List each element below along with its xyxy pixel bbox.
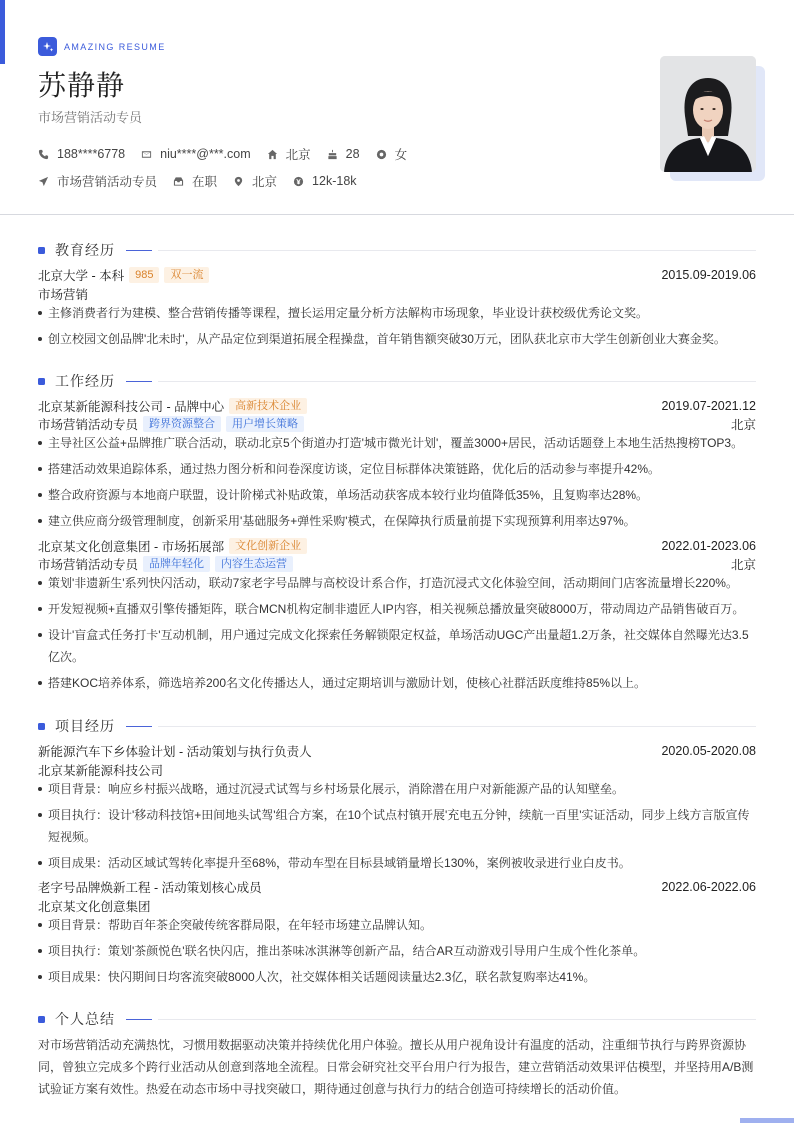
job-row <box>38 397 756 415</box>
position-row <box>38 555 756 573</box>
job-row <box>38 537 756 555</box>
email-text: niu****@***.com <box>160 147 251 161</box>
profile-photo <box>660 56 756 172</box>
position-name: 市场营销活动专员 <box>38 418 139 432</box>
summary-text: 对市场营销活动充满热忱，习惯用数据驱动决策并持续优化用户体验。擅长从用户视角设计有温度的活动，注重细节执行与跨界资源协同，曾独立完成多个跨行业活动从创意到落地全流程。日常会研究社交平台用户行为报告，建立营销活动效果评估模型，并坚持用A/B测试验证方案有效性。热爱在动态市场中寻找突破口，期待通过创意与执行力的结合创造可持续增长的活动价值。 <box>38 1038 754 1096</box>
section-title: 项目经历 <box>55 718 115 734</box>
project-row <box>38 742 756 760</box>
gender-icon <box>376 149 387 160</box>
section-marker <box>38 378 45 385</box>
cake-icon <box>327 149 338 160</box>
sparkle-icon <box>38 37 57 56</box>
position-name: 市场营销活动专员 <box>38 558 139 572</box>
list-item: 主导社区公益+品牌推广联合活动，联动北京5个街道办打造'城市微光计划'，覆盖3000+居民，活动话题登上本地生活热搜榜TOP3。 <box>38 432 756 454</box>
position-tag: 内容生态运营 <box>215 556 293 572</box>
job-date: 2019.07-2021.12 <box>661 399 756 413</box>
education-row <box>38 266 756 284</box>
list-item: 项目背景：响应乡村振兴战略，通过沉浸式试驾与乡村场景化展示，消除潜在用户对新能源产品的认知壁垒。 <box>38 778 756 800</box>
phone-text: 188****6778 <box>57 147 126 161</box>
job-intent-row <box>38 172 373 190</box>
email-info <box>141 147 251 161</box>
section-divider <box>158 726 756 727</box>
section-marker <box>38 247 45 254</box>
section-divider <box>158 250 756 251</box>
candidate-name: 苏静静 <box>38 69 126 102</box>
target-job-text: 市场营销活动专员 <box>57 175 158 189</box>
list-item: 创立校园文创品牌'北未时'，从产品定位到渠道拓展全程操盘，首年销售额突破30万元，团队获北京市大学生创新创业大赛金奖。 <box>38 328 756 350</box>
list-item: 主修消费者行为建模、整合营销传播等课程，擅长运用定量分析方法解构市场现象，毕业设计获校级优秀论文奖。 <box>38 302 756 324</box>
project-row <box>38 878 756 896</box>
bottom-accent-bar <box>740 1118 794 1123</box>
list-item: 项目执行：策划'茶颜悦色'联名快闪店，推出茶味冰淇淋等创新产品，结合AR互动游戏引导用户生成个性化茶单。 <box>38 940 756 962</box>
list-item: 项目成果：快闪期间日均客流突破8000人次，社交媒体相关话题阅读量达2.3亿，联名款复购率达41%。 <box>38 966 756 988</box>
position-row <box>38 415 756 433</box>
section-accent-line <box>126 381 152 382</box>
resume-header <box>0 0 794 215</box>
section-accent-line <box>126 1019 152 1020</box>
status-info <box>173 172 217 190</box>
section-title: 工作经历 <box>55 373 115 389</box>
section-accent-line <box>126 726 152 727</box>
project-date: 2020.05-2020.08 <box>661 744 756 758</box>
section-marker <box>38 723 45 730</box>
age-text: 28 <box>345 147 360 161</box>
job-city: 北京 <box>730 418 756 432</box>
contact-row <box>38 145 423 163</box>
list-item: 搭建KOC培养体系，筛选培养200名文化传播达人，通过定期培训与激励计划，使核心社群活跃度维持85%以上。 <box>38 672 756 694</box>
age-info <box>327 147 360 161</box>
list-item: 开发短视频+直播双引擎传播矩阵，联合MCN机构定制非遗匠人IP内容，相关视频总播放量突破8000万，带动周边产品销售破百万。 <box>38 598 756 620</box>
major: 市场营销 <box>38 288 89 302</box>
list-item: 搭建活动效果追踪体系，通过热力图分析和问卷深度访谈，定位目标群体决策链路，优化后的活动参与率提升42%。 <box>38 458 756 480</box>
location-info <box>267 145 311 163</box>
list-item: 项目成果：活动区域试驾转化率提升至68%，带动车型在目标县域销量增长130%，案例被收录进行业白皮书。 <box>38 852 756 874</box>
list-item: 设计'盲盒式任务打卡'互动机制，用户通过完成文化探索任务解锁限定权益，单场活动UGC产出量超1.2万条，社交媒体自然曝光达3.5亿次。 <box>38 624 756 668</box>
company-name: 北京某文化创意集团 - 市场拓展部 <box>38 540 225 554</box>
project-org: 北京某新能源科技公司 <box>38 764 164 778</box>
phone-icon <box>38 149 49 160</box>
send-icon <box>38 176 49 187</box>
list-item: 整合政府资源与本地商户联盟，设计阶梯式补贴政策，单场活动获客成本较行业均值降低35%，且复购率达28%。 <box>38 484 756 506</box>
list-item: 建立供应商分级管理制度，创新采用'基础服务+弹性采购'模式，在保障执行质量前提下实现预算利用率达97%。 <box>38 510 756 532</box>
section-work-header <box>38 371 756 391</box>
list-item: 项目执行：设计'移动科技馆+田间地头试驾'组合方案，在10个试点村镇开展'充电五分钟，续航一百里'实证活动，同步上线方言版宣传短视频。 <box>38 804 756 848</box>
status-text: 在职 <box>192 175 218 189</box>
target-city-text: 北京 <box>252 175 278 189</box>
coin-icon <box>293 176 304 187</box>
position-tag: 用户增长策略 <box>226 416 304 432</box>
tag-double-first-class: 双一流 <box>164 267 209 283</box>
section-accent-line <box>126 250 152 251</box>
education-date: 2015.09-2019.06 <box>661 268 756 282</box>
section-projects-header <box>38 716 756 736</box>
phone-info <box>38 147 125 161</box>
home-icon <box>267 149 278 160</box>
gender-text: 女 <box>394 148 408 162</box>
position-tag: 跨界资源整合 <box>143 416 221 432</box>
target-job-info <box>38 172 157 190</box>
company-name: 北京某新能源科技公司 - 品牌中心 <box>38 400 225 414</box>
section-divider <box>158 381 756 382</box>
list-item: 策划'非遗新生'系列快闪活动，联动7家老字号品牌与高校设计系合作，打造沉浸式文化体验空间，活动期间门店客流量增长220%。 <box>38 572 756 594</box>
company-tag: 文化创新企业 <box>229 538 307 554</box>
project-name: 新能源汽车下乡体验计划 - 活动策划与执行负责人 <box>38 745 312 759</box>
section-summary-header <box>38 1009 756 1029</box>
target-city-info <box>233 172 277 190</box>
map-pin-icon <box>233 176 244 187</box>
mail-icon <box>141 149 152 160</box>
project-date: 2022.06-2022.06 <box>661 880 756 894</box>
position-tag: 品牌年轻化 <box>143 556 210 572</box>
project-name: 老字号品牌焕新工程 - 活动策划核心成员 <box>38 881 262 895</box>
location-text: 北京 <box>285 148 311 162</box>
brand-text: AMAZING RESUME <box>64 41 166 52</box>
job-date: 2022.01-2023.06 <box>661 539 756 553</box>
salary-info <box>293 174 356 188</box>
list-item: 项目背景：帮助百年茶企突破传统客群局限，在年轻市场建立品牌认知。 <box>38 914 756 936</box>
tag-985: 985 <box>129 267 159 283</box>
section-divider <box>158 1019 756 1020</box>
school-name: 北京大学 - 本科 <box>38 269 125 283</box>
section-education-header <box>38 240 756 260</box>
job-city: 北京 <box>730 558 756 572</box>
gender-info <box>376 145 408 163</box>
section-title: 教育经历 <box>55 242 115 258</box>
candidate-title: 市场营销活动专员 <box>38 110 143 125</box>
section-title: 个人总结 <box>55 1011 115 1027</box>
brand <box>38 37 166 56</box>
inbox-icon <box>173 176 184 187</box>
salary-text: 12k-18k <box>312 174 357 188</box>
project-org: 北京某文化创意集团 <box>38 900 151 914</box>
section-marker <box>38 1016 45 1023</box>
company-tag: 高新技术企业 <box>229 398 307 414</box>
